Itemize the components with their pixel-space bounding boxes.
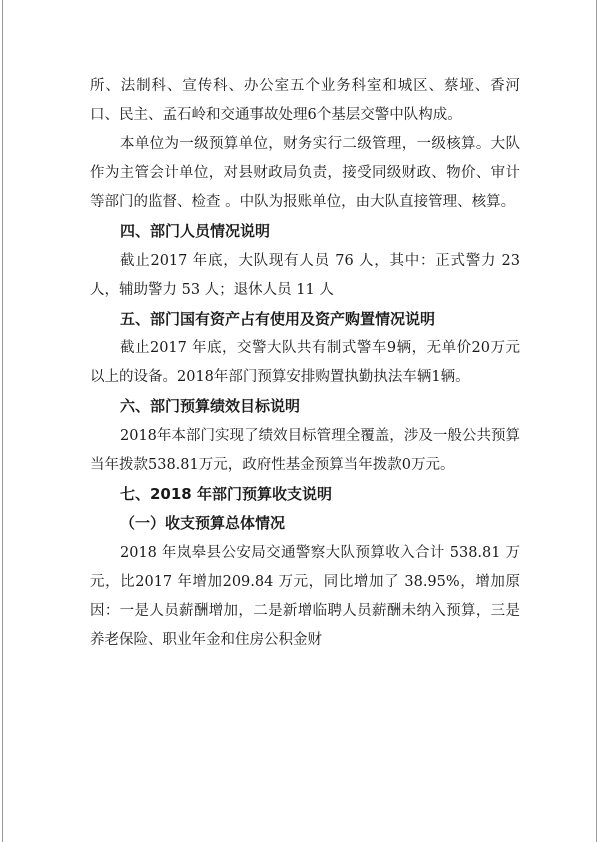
paragraph-performance: 2018年本部门实现了绩效目标管理全覆盖，涉及一般公共预算当年拨款538.81万元，政府性基金预算当年拨款0万元。 [90,427,520,473]
paragraph-personnel: 截止2017 年底，大队现有人员 76 人，其中：正式警力 23 人，辅助警力 53 人；退休人员 11 人 [90,252,520,298]
page-border-right [596,0,597,842]
heading-subsection-1: （一）收支预算总体情况 [120,514,286,532]
paragraph-budget-unit: 本单位为一级预算单位，财务实行二级管理，一级核算。大队作为主管会计单位，对县财政局负责，接受同级财政、物价、审计等部门的监督、检查 。中队为报账单位，由大队直接管理、核算。 [90,136,520,210]
heading-section-5: 五、部门国有资产占有使用及资产购置情况说明 [120,309,436,328]
paragraph-assets: 截止2017 年底，交警大队共有制式警车9辆，无单价20万元以上的设备。2018年部门预算安排购置执勤执法车辆1辆。 [90,340,520,385]
page-border-left [2,0,3,842]
document-page [90,72,520,655]
paragraph-overview: 2018 年岚皋县公安局交通警察大队预算收入合计 538.81 万元，比2017 年增加209.84 万元，同比增加了 38.95%，增加原因：一是人员薪酬增加，二是新增临聘人员薪酬未纳入预算，三是养老保险、职业年金和住房公积金财 [90,544,520,648]
heading-section-7: 七、2018 年部门预算收支说明 [120,484,332,503]
heading-section-6: 六、部门预算绩效目标说明 [120,397,301,415]
paragraph-intro-continued: 所、法制科、宣传科、办公室五个业务科室和城区、蔡垭、香河口、民主、孟石岭和交通事故处理6个基层交警中队构成。 [90,78,520,123]
heading-section-4: 四、部门人员情况说明 [120,222,271,240]
